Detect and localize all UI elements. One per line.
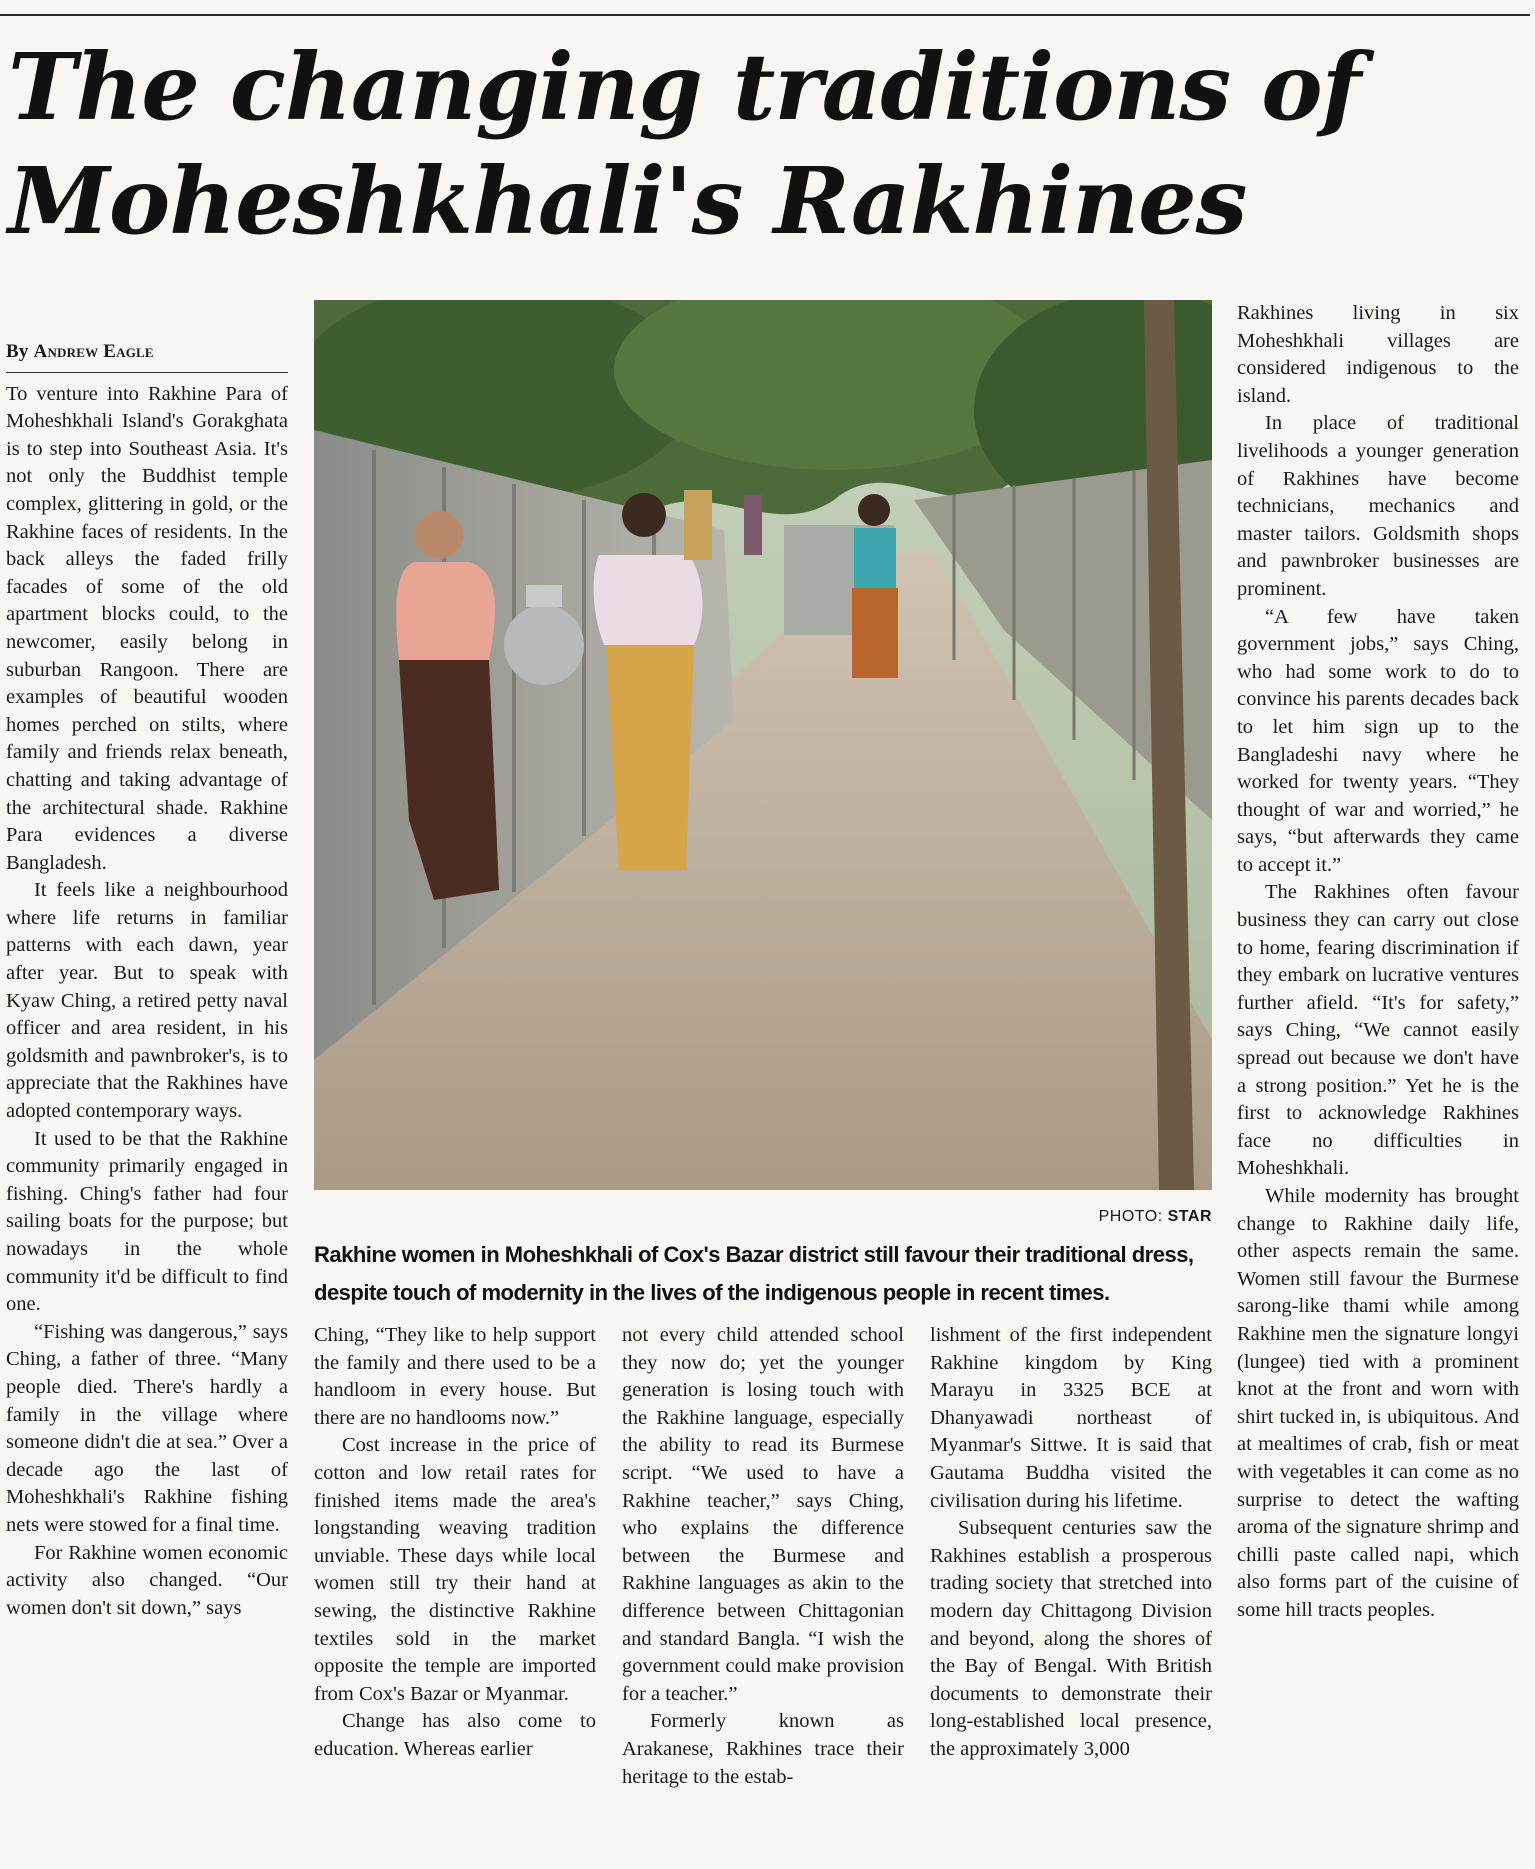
- article-column-2: [314, 1322, 596, 1869]
- paragraph: not every child attended school they now do; yet the younger generation is losing touch with the Rakhine language, especially the ability to read its Burmese script. “We used to have a Rakhine teacher,” says Ching, who explains the difference between the Burmese and Rakhine languages as akin to the difference between Chittagonian and standard Bangla. “I wish the government could make provision for a teacher.”: [622, 1324, 904, 1705]
- paragraph: Ching, “They like to help support the family and there used to be a handloom in every house. But there are no handlooms now.”: [314, 1324, 596, 1429]
- article-column-4: [930, 1322, 1212, 1869]
- paragraph: lishment of the first independent Rakhine kingdom by King Marayu in 3325 BCE at Dhanyawadi northeast of Myanmar's Sittwe. It is said that Gautama Buddha visited the civilisation during his lifetime.: [930, 1324, 1212, 1512]
- paragraph: Change has also come to education. Whereas earlier: [314, 1710, 596, 1760]
- paragraph: To venture into Rakhine Para of Moheshkhali Island's Gorakghata is to step into Southeast Asia. It's not only the Buddhist temple complex, glittering in gold, or the Rakhine faces of residents. In the back alleys the faded frilly facades of some of the old apartment blocks could, to the newcomer, easily belong in suburban Rangoon. There are examples of beautiful wooden homes perched on stilts, where family and friends relax beneath, chatting and taking advantage of the architectural shade. Rakhine Para evidences a diverse Bangladesh.: [6, 382, 288, 874]
- photo-illustration: [314, 300, 1212, 1190]
- headline-line-2: Moheshkhali's Rakhines: [8, 147, 1247, 255]
- article-column-3: [622, 1322, 904, 1869]
- paragraph: It used to be that the Rakhine community primarily engaged in fishing. Ching's father had four sailing boats for the purpose; but nowadays in the whole community it'd be difficult to find one.: [6, 1127, 288, 1316]
- paragraph: While modernity has brought change to Rakhine daily life, other aspects remain the same. Women still favour the Burmese sarong-like thami while among Rakhine men the signature longyi (lungee) tied with a prominent knot at the front and worn with shirt tucked in, is ubiquitous. And at mealtimes of crab, fish or meat with vegetables it can come as no surprise to detect the wafting aroma of the signature shrimp and chilli paste called napi, which also forms part of the cuisine of some hill tracts peoples.: [1237, 1185, 1519, 1621]
- paragraph: For Rakhine women economic activity also changed. “Our women don't sit down,” says: [6, 1541, 288, 1619]
- photo-credit-label: PHOTO:: [1098, 1208, 1168, 1225]
- paragraph: Subsequent centuries saw the Rakhines establish a prosperous trading society that stretched into modern day Chittagong Division and beyond, along the shores of the Bay of Bengal. With British documents to demonstrate their long-established local presence, the approximately 3,000: [930, 1517, 1212, 1760]
- paragraph: “A few have taken government jobs,” says Ching, who had some work to do to convince his parents decades back to let him sign up to the Bangladeshi navy where he worked for twenty years. “They thought of war and worried,” he says, “but afterwards they came to accept it.”: [1237, 605, 1519, 876]
- paragraph: It feels like a neighbourhood where life returns in familiar patterns with each dawn, year after year. But to speak with Kyaw Ching, a retired petty naval officer and area resident, in his goldsmith and pawnbroker's, is to appreciate that the Rakhines have adopted contemporary ways.: [6, 879, 288, 1123]
- paragraph: In place of traditional livelihoods a younger generation of Rakhines have become technicians, mechanics and master tailors. Goldsmith shops and pawnbroker businesses are prominent.: [1237, 412, 1519, 600]
- byline-by: By: [6, 341, 34, 362]
- paragraph: The Rakhines often favour business they can carry out close to home, fearing discrimination if they embark on lucrative ventures further afield. “It's for safety,” says Ching, “We cannot easily spread out because we don't have a strong position.” Yet he is the first to acknowledge Rakhines face no difficulties in Moheshkhali.: [1237, 881, 1519, 1180]
- article-column-5: [1237, 300, 1519, 1869]
- photo-credit-source: STAR: [1167, 1208, 1212, 1225]
- byline: [6, 338, 288, 373]
- headline: [8, 30, 1508, 258]
- paragraph: Cost increase in the price of cotton and low retail rates for finished items made the area's longstanding weaving tradition unviable. These days while local women still try their hand at sewing, the distinctive Rakhine textiles sold in the market opposite the temple are imported from Cox's Bazar or Myanmar.: [314, 1434, 596, 1705]
- photo-caption: Rakhine women in Moheshkhali of Cox's Bazar district still favour their traditional dress, despite touch of modernity in the lives of the indigenous people in recent times.: [314, 1242, 1194, 1305]
- paragraph: Rakhines living in six Moheshkhali villages are considered indigenous to the island.: [1237, 302, 1519, 407]
- article-column-1: [6, 338, 288, 1869]
- headline-line-1: The changing traditions of: [8, 33, 1361, 141]
- article-photo: [314, 300, 1212, 1190]
- photo-credit: [1000, 1208, 1212, 1226]
- paragraph: “Fishing was dangerous,” says Ching, a father of three. “Many people died. There's hardly a family in the village where someone didn't die at sea.” Over a decade ago the last of Moheshkhali's Rakhine fishing nets were stowed for a final time.: [6, 1320, 288, 1536]
- paragraph: Formerly known as Arakanese, Rakhines trace their heritage to the estab-: [622, 1710, 904, 1788]
- top-rule: [0, 14, 1530, 16]
- byline-author: Andrew Eagle: [33, 341, 154, 362]
